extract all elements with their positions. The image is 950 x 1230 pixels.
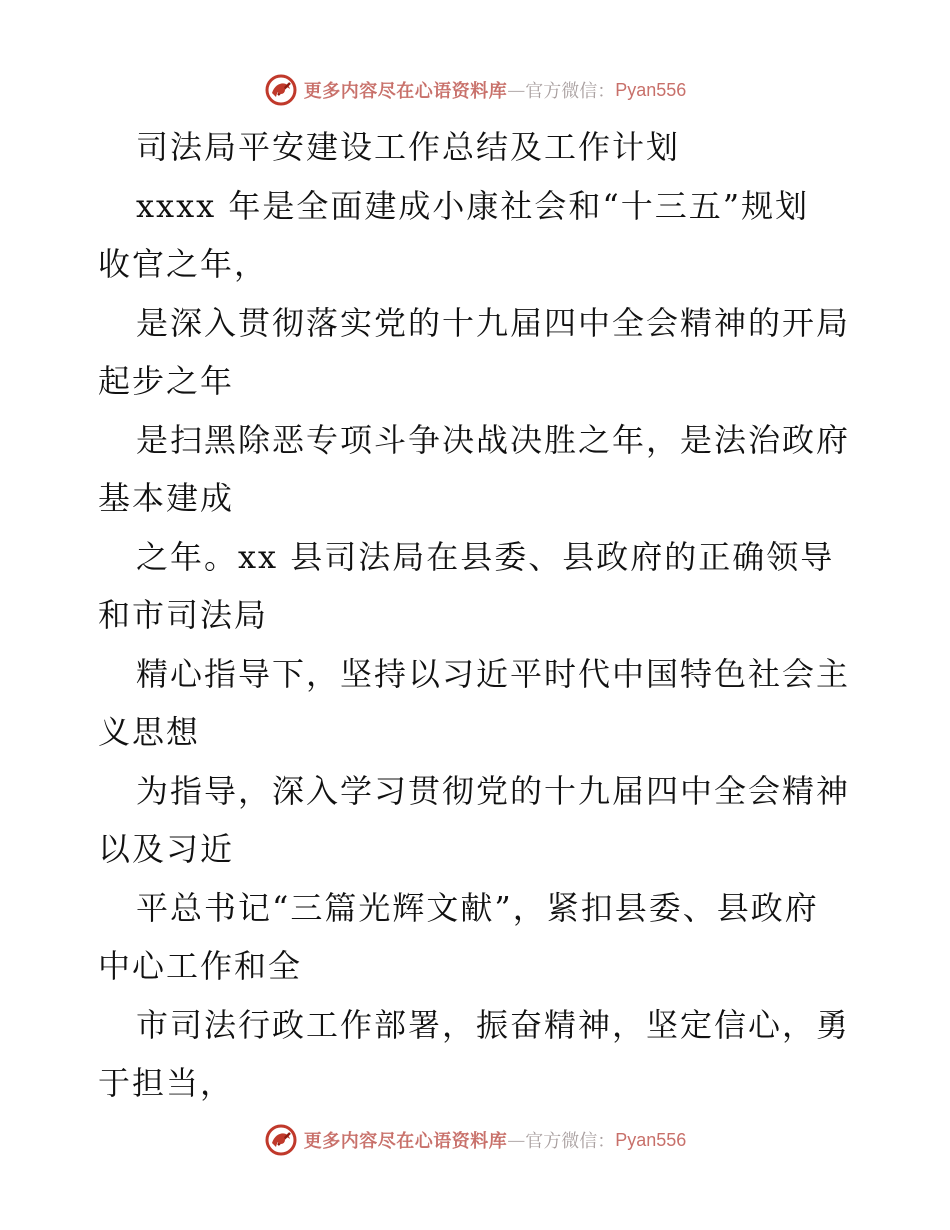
- text-line: 义思想: [98, 713, 201, 751]
- text-line: 收官之年，: [98, 245, 269, 283]
- red-swirl-logo-icon: [264, 1123, 298, 1157]
- banner-account-id: Pyan556: [615, 79, 687, 100]
- text-line: 平总书记“三篇光辉文献”，紧扣县委、县政府: [136, 888, 819, 927]
- document-title: 司法局平安建设工作总结及工作计划: [136, 128, 681, 166]
- text-line: 和市司法局: [98, 596, 269, 634]
- text-line: 中心工作和全: [98, 947, 303, 985]
- header-banner: [0, 70, 950, 110]
- banner-account-label: 官方微信：: [525, 1131, 616, 1152]
- text-line: 是深入贯彻落实党的十九届四中全会精神的开局: [136, 303, 851, 342]
- banner-account-id: Pyan556: [615, 1129, 687, 1150]
- document-body: [98, 118, 878, 1113]
- text-line: 市司法行政工作部署，振奋精神，坚定信心，勇: [136, 1005, 851, 1044]
- text-line: 精心指导下，坚持以习近平时代中国特色社会主: [136, 654, 851, 693]
- red-swirl-logo-icon: [264, 73, 298, 107]
- text-line: 以及习近: [98, 830, 235, 868]
- banner-separator: —: [507, 79, 526, 101]
- text-line: 起步之年: [98, 362, 235, 400]
- text-line: 为指导，深入学习贯彻党的十九届四中全会精神: [136, 771, 851, 810]
- text-line: 基本建成: [98, 479, 235, 517]
- banner-separator: —: [507, 1129, 526, 1151]
- text-line: 之年。xx 县司法局在县委、县政府的正确领导: [136, 537, 835, 576]
- banner-main-text: 更多内容尽在心语资料库: [303, 81, 508, 102]
- banner-account-label: 官方微信：: [525, 81, 616, 102]
- banner-main-text: 更多内容尽在心语资料库: [303, 1131, 508, 1152]
- footer-banner: [0, 1120, 950, 1160]
- text-line: 是扫黑除恶专项斗争决战决胜之年，是法治政府: [136, 420, 851, 459]
- text-line: xxxx 年是全面建成小康社会和“十三五”规划: [136, 186, 810, 225]
- text-line: 于担当，: [98, 1064, 235, 1102]
